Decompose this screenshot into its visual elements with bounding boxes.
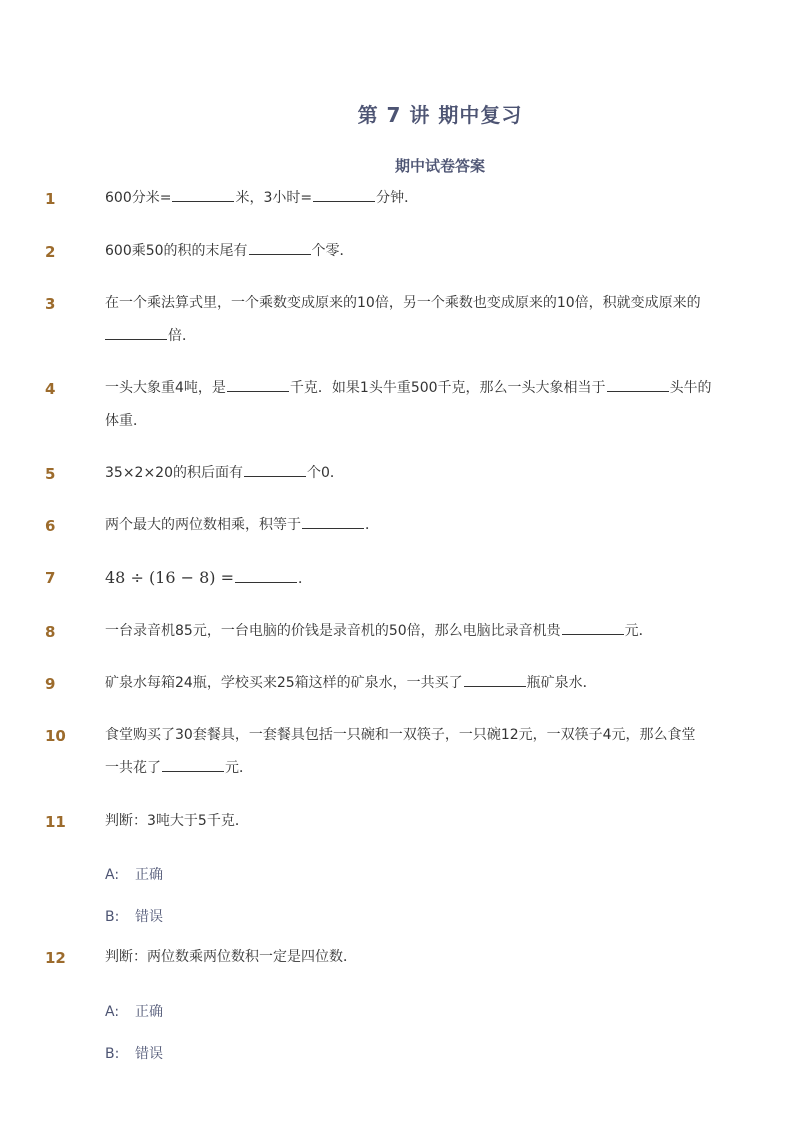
- question-number: 9: [45, 675, 56, 693]
- question-number: 5: [45, 465, 56, 483]
- answer-blank: [172, 187, 234, 202]
- question-number: 1: [45, 190, 56, 208]
- page-subtitle: 期中试卷答案: [394, 157, 485, 175]
- option-label: 错误: [135, 1046, 163, 1062]
- answer-blank: [464, 672, 526, 687]
- answer-blank: [162, 757, 224, 772]
- question-text: 判断：两位数乘两位数积一定是四位数．: [105, 949, 357, 965]
- question-text: 一头大象重4吨，是 千克．如果1头牛重500千克，那么一头大象相当于 头牛的 体重．: [105, 372, 720, 438]
- question-text: 600乘50的积的末尾有 个零．: [105, 235, 720, 268]
- option-letter: A:: [105, 867, 120, 883]
- question-text: 一台录音机85元，一台电脑的价钱是录音机的50倍，那么电脑比录音机贵 元．: [105, 615, 720, 648]
- option-label: 正确: [135, 1004, 163, 1020]
- answer-blank: [105, 325, 167, 340]
- option-letter: B:: [105, 1046, 120, 1062]
- question-text: 35×2×20的积后面有 个0．: [105, 457, 720, 490]
- option-b[interactable]: [105, 1043, 163, 1063]
- question-number: 8: [45, 623, 56, 641]
- math-expression: 48 ÷ (16 − 8) =: [105, 568, 235, 587]
- question-text: 在一个乘法算式里，一个乘数变成原来的10倍，另一个乘数也变成原来的10倍，积就变成原来的 倍．: [105, 295, 701, 344]
- question-text: 食堂购买了30套餐具，一套餐具包括一只碗和一双筷子，一只碗12元，一双筷子4元，那么食堂 一共花了 元．: [105, 727, 696, 776]
- answer-blank: [227, 377, 289, 392]
- question-text: 48 ÷ (16 − 8) = ．: [105, 568, 313, 587]
- question-text: 判断：3吨大于5千克．: [105, 813, 249, 829]
- option-a[interactable]: [105, 864, 163, 884]
- question-number: 2: [45, 243, 56, 261]
- answer-blank: [302, 514, 364, 529]
- answer-blank: [249, 240, 311, 255]
- answer-blank: [235, 568, 297, 583]
- question-text: 两个最大的两位数相乘，积等于 ．: [105, 509, 720, 542]
- question-number: 4: [45, 380, 56, 398]
- option-letter: A:: [105, 1004, 120, 1020]
- question-number: 11: [45, 813, 66, 831]
- page-title: 第 7 讲 期中复习: [357, 103, 523, 127]
- answer-blank: [562, 620, 624, 635]
- answer-blank: [313, 187, 375, 202]
- question-text: 600分米= 米，3小时= 分钟．: [105, 182, 720, 215]
- question-number: 10: [45, 727, 66, 745]
- option-label: 错误: [135, 909, 163, 925]
- question-number: 6: [45, 517, 56, 535]
- answer-blank: [244, 462, 306, 477]
- option-b[interactable]: [105, 906, 163, 926]
- question-text: 矿泉水每箱24瓶，学校买来25箱这样的矿泉水，一共买了 瓶矿泉水．: [105, 667, 720, 700]
- question-number: 12: [45, 949, 66, 967]
- answer-blank: [607, 377, 669, 392]
- question-number: 3: [45, 295, 56, 313]
- option-letter: B:: [105, 909, 120, 925]
- option-label: 正确: [135, 867, 163, 883]
- option-a[interactable]: [105, 1001, 163, 1021]
- question-number: 7: [45, 569, 56, 587]
